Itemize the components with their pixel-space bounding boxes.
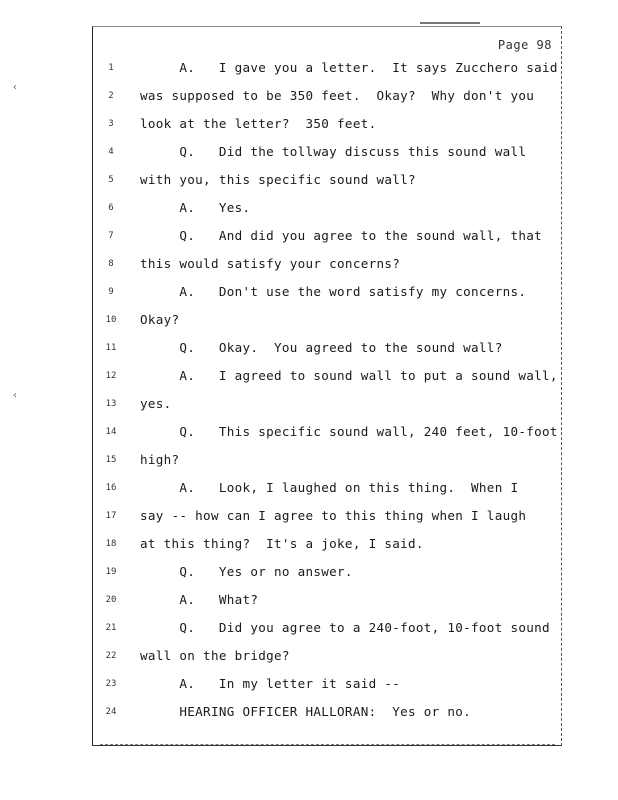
line-text: wall on the bridge?: [140, 648, 290, 663]
line-text: this would satisfy your concerns?: [140, 256, 401, 271]
line-text: Q. Did you agree to a 240-foot, 10-foot sound: [140, 620, 550, 635]
line-text: with you, this specific sound wall?: [140, 172, 416, 187]
line-number: 11: [105, 343, 117, 353]
line-number: 14: [105, 427, 117, 437]
line-text: A. I agreed to sound wall to put a sound wall,: [140, 368, 558, 383]
line-text: A. Look, I laughed on this thing. When I: [140, 480, 519, 495]
line-number: 1: [108, 63, 114, 73]
line-number: 20: [105, 595, 117, 605]
line-text: A. In my letter it said --: [140, 676, 401, 691]
line-number: 6: [108, 203, 114, 213]
line-number: 19: [105, 567, 117, 577]
line-text: look at the letter? 350 feet.: [140, 116, 377, 131]
line-text: A. I gave you a letter. It says Zucchero said: [140, 60, 558, 75]
line-number: 7: [108, 231, 114, 241]
line-number: 17: [105, 511, 117, 521]
line-text: Q. And did you agree to the sound wall, that: [140, 228, 542, 243]
transcript-page: [92, 26, 562, 746]
line-text: A. What?: [140, 592, 259, 607]
line-number: 23: [105, 679, 117, 689]
page-number: Page 98: [497, 38, 552, 52]
line-number: 5: [108, 175, 114, 185]
line-text: Q. Yes or no answer.: [140, 564, 353, 579]
line-text: Q. Okay. You agreed to the sound wall?: [140, 340, 503, 355]
line-text: Okay?: [140, 312, 180, 327]
hole-punch-mark-top: ‹: [12, 82, 19, 93]
scan-artifact-top: [420, 22, 480, 24]
line-text: at this thing? It's a joke, I said.: [140, 536, 424, 551]
line-number: 8: [108, 259, 114, 269]
line-number: 15: [105, 455, 117, 465]
scan-artifact-bottom: [100, 744, 555, 747]
line-number: 3: [108, 119, 114, 129]
line-text: A. Yes.: [140, 200, 251, 215]
line-number: 16: [105, 483, 117, 493]
line-text: yes.: [140, 396, 172, 411]
line-text: Q. Did the tollway discuss this sound wall: [140, 144, 527, 159]
line-text: A. Don't use the word satisfy my concerns.: [140, 284, 527, 299]
line-text: say -- how can I agree to this thing when I laugh: [140, 508, 527, 523]
line-text: was supposed to be 350 feet. Okay? Why don't you: [140, 88, 535, 103]
line-number: 12: [105, 371, 117, 381]
line-number: 9: [108, 287, 114, 297]
line-text: high?: [140, 452, 180, 467]
line-number: 24: [105, 707, 117, 717]
line-text: Q. This specific sound wall, 240 feet, 10-foot: [140, 424, 558, 439]
line-number: 13: [105, 399, 117, 409]
line-number: 21: [105, 623, 117, 633]
line-number: 4: [108, 147, 114, 157]
hole-punch-mark-middle: ‹: [12, 390, 19, 401]
line-text: HEARING OFFICER HALLORAN: Yes or no.: [140, 704, 472, 719]
line-number: 10: [105, 315, 117, 325]
line-number: 18: [105, 539, 117, 549]
line-number: 2: [108, 91, 114, 101]
line-number: 22: [105, 651, 117, 661]
